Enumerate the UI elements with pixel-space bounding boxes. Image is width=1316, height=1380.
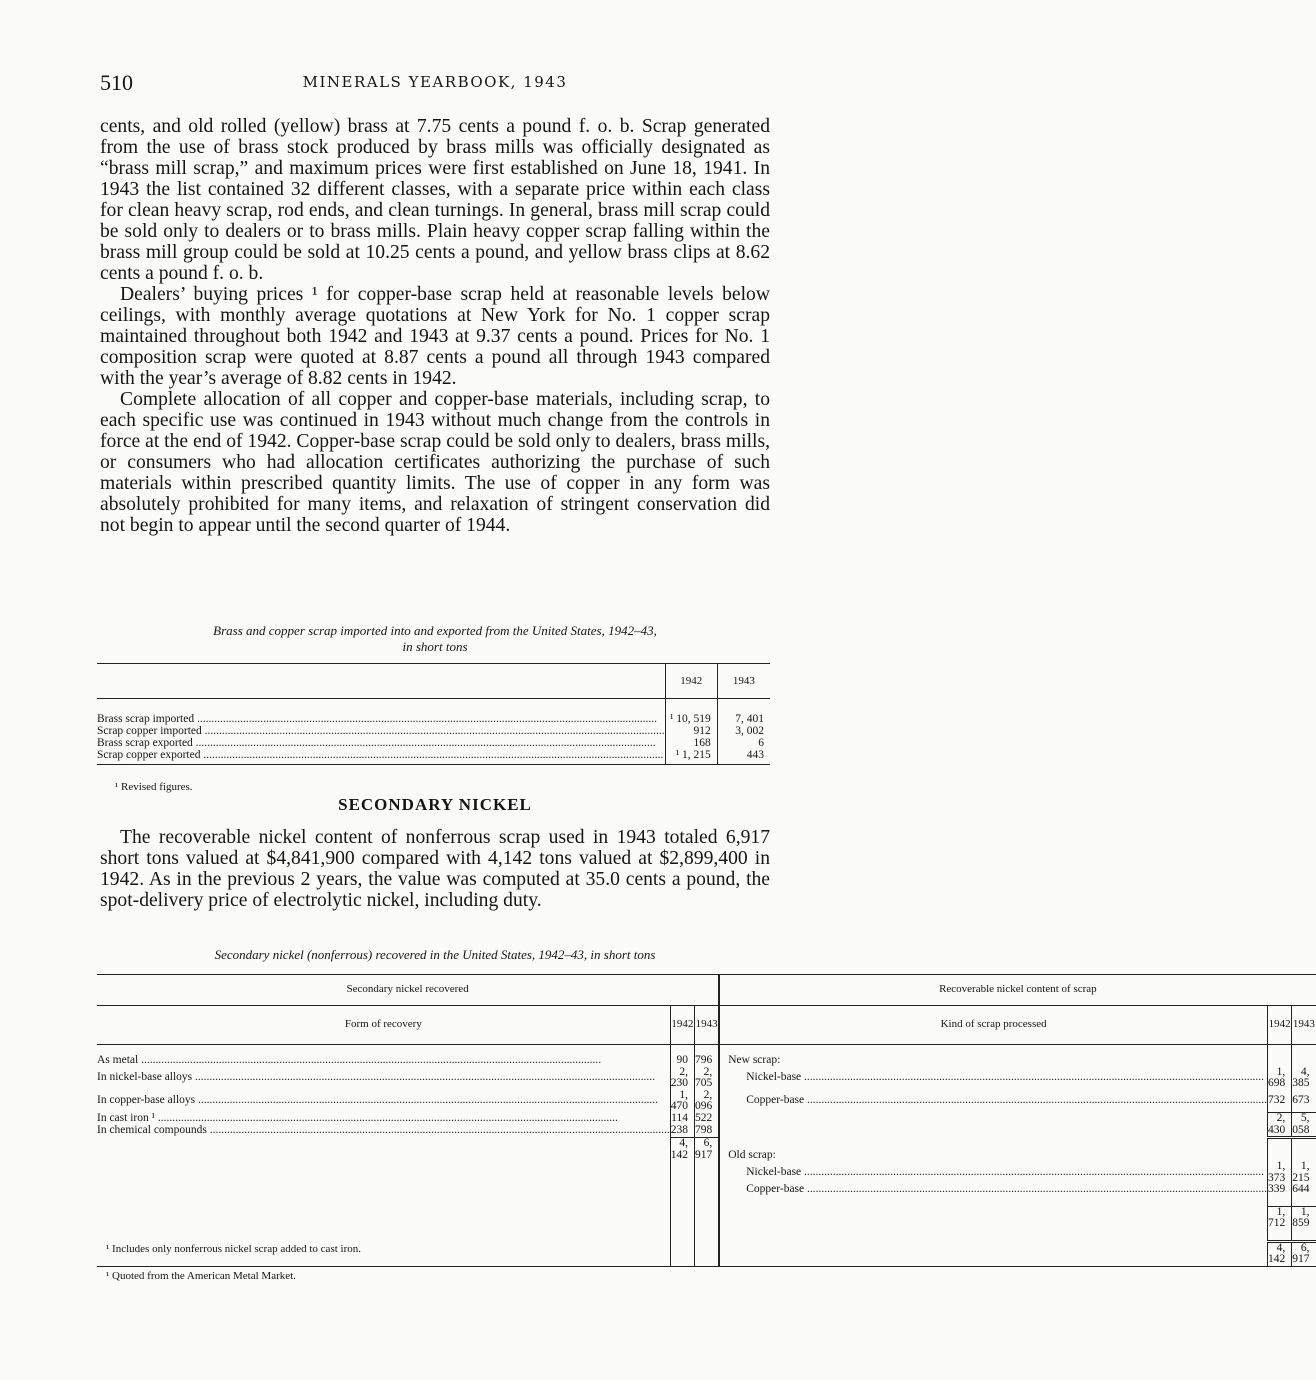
- value-1943: 796: [694, 1055, 719, 1067]
- row-label: In copper-base alloys ................................................................................................................................................................: [97, 1094, 658, 1107]
- value-1942: 90: [670, 1055, 694, 1067]
- subtotal-1943: 1, 859: [1292, 1206, 1316, 1230]
- value-1942: 912: [665, 725, 717, 737]
- value-1943: 673: [1292, 1090, 1316, 1113]
- table-row: [97, 1090, 1316, 1113]
- value-1942: ¹ 1, 215: [665, 749, 717, 765]
- value-1943: 4, 385: [1292, 1067, 1316, 1090]
- scrap-trade-table: [97, 663, 770, 765]
- value-1943: 2, 096: [694, 1090, 719, 1113]
- table-header-row: [97, 664, 770, 699]
- new-scrap-label: New scrap:: [719, 1055, 1267, 1067]
- subtotal-1942: 1, 712: [1268, 1206, 1292, 1230]
- paragraph: The recoverable nickel content of nonferrous scrap used in 1943 totaled 6,917 short tons valued at $4,841,900 compared with 4,142 tons valued at $2,899,400 in 1942. As in the previous 2 years, the value was computed at 35.0 cents a pound, the spot-delivery price of electrolytic nickel, including duty.: [100, 827, 770, 911]
- secondary-nickel-table: [97, 974, 1316, 1267]
- value-1942: 732: [1268, 1090, 1292, 1113]
- row-label: Copper-base ................................................................................................................................................................: [719, 1090, 1267, 1113]
- value-1942: 1, 373: [1268, 1161, 1292, 1184]
- value-1942: 238: [670, 1125, 694, 1138]
- total-1942: 4, 142: [670, 1138, 694, 1162]
- table-row: [97, 737, 770, 749]
- value-1942: 1, 470: [670, 1090, 694, 1113]
- col-header-form: Form of recovery: [97, 1006, 670, 1045]
- value-1942: 2, 230: [670, 1067, 694, 1090]
- table-header-row: [97, 1006, 1316, 1045]
- paragraph: cents, and old rolled (yellow) brass at 7.75 cents a pound f. o. b. Scrap generated from the use of brass stock produced by brass mills was officially designated as “brass mill scrap,” and maximum prices were first established on June 18, 1941. In 1943 the list contained 32 different classes, with a separate price within each class for clean heavy scrap, rod ends, and clean turnings. In general, brass mill scrap could be sold only to dealers or to brass mills. Plain heavy copper scrap falling within the brass mill group could be sold at 10.25 cents a pound, and yellow brass clips at 8.62 cents a pound f. o. b.: [100, 116, 770, 284]
- old-scrap-label: Old scrap:: [719, 1138, 1267, 1162]
- subtotal-1942: 2, 430: [1268, 1113, 1292, 1138]
- page-footnote: ¹ Quoted from the American Metal Market.: [106, 1270, 296, 1282]
- running-title: MINERALS YEARBOOK, 1943: [302, 73, 568, 91]
- subtotal-row: [97, 1206, 1316, 1230]
- row-label: Brass scrap imported ................................................................................................................................................................: [97, 713, 657, 725]
- body-text-nickel: [100, 827, 770, 911]
- value-1943: 443: [717, 749, 770, 765]
- value-1942: 1, 698: [1268, 1067, 1292, 1090]
- table1-footnote: ¹ Revised figures.: [115, 781, 193, 793]
- table-row: [97, 1113, 1316, 1125]
- row-label: Scrap copper imported ................................................................................................................................................................: [97, 725, 665, 737]
- value-1943: 6: [717, 737, 770, 749]
- table1-caption-line2: in short tons: [402, 639, 468, 654]
- value-1943: 3, 002: [717, 725, 770, 737]
- paragraph: Complete allocation of all copper and copper-base materials, including scrap, to each specific use was continued in 1943 without much change from the controls in force at the end of 1942. Copper-base scrap could be sold only to dealers, brass mills, or consumers who had allocation certificates authorizing the purchase of such materials within prescribed quantity limits. The use of copper in any form was absolutely prohibited for many items, and relaxation of stringent conservation did not begin to appear until the second quarter of 1944.: [100, 389, 770, 536]
- col-header-1943: 1943: [694, 1006, 719, 1045]
- row-label: Scrap copper exported ................................................................................................................................................................: [97, 749, 665, 765]
- value-1942: 168: [665, 737, 717, 749]
- table-row: [97, 1067, 1316, 1090]
- row-label: Nickel-base ................................................................................................................................................................: [719, 1067, 1267, 1090]
- table2-caption: Secondary nickel (nonferrous) recovered in the United States, 1942–43, in short tons: [214, 947, 656, 962]
- table-row: [97, 1184, 1316, 1196]
- table-row: [97, 725, 770, 737]
- body-text-top: [100, 116, 770, 536]
- row-label: In chemical compounds ................................................................................................................................................................: [97, 1124, 670, 1137]
- col-header-1943: 1943: [717, 664, 770, 699]
- value-1942: 114: [670, 1113, 694, 1125]
- page-header: [100, 70, 770, 100]
- col-header-1943: 1943: [1292, 1006, 1316, 1045]
- table-row: [97, 1125, 1316, 1138]
- table1-caption: [100, 623, 770, 655]
- table1-caption-line1: Brass and copper scrap imported into and exported from the United States, 1942–43,: [213, 623, 657, 638]
- grand-total-1942: 4, 142: [1268, 1241, 1292, 1266]
- subtotal-1943: 5, 058: [1292, 1113, 1316, 1138]
- row-label: In cast iron ¹ ................................................................................................................................................................: [97, 1111, 618, 1124]
- value-1943: 1, 215: [1292, 1161, 1316, 1184]
- section-heading: SECONDARY NICKEL: [338, 795, 532, 814]
- grand-total-1943: 6, 917: [1292, 1241, 1316, 1266]
- col-header-1942: 1942: [1268, 1006, 1292, 1045]
- table-row: [97, 1055, 1316, 1067]
- row-label: As metal ................................................................................................................................................................: [97, 1054, 602, 1066]
- col-header-1942: 1942: [670, 1006, 694, 1045]
- value-1943: 2, 705: [694, 1067, 719, 1090]
- value-1942: 339: [1268, 1184, 1292, 1196]
- row-label: Copper-base ................................................................................................................................................................: [719, 1184, 1267, 1196]
- col-header-1942: 1942: [665, 664, 717, 699]
- value-1942: ¹ 10, 519: [665, 713, 717, 725]
- total-1943: 6, 917: [694, 1138, 719, 1162]
- group-header-right: Recoverable nickel content of scrap: [719, 975, 1315, 1006]
- table-row: [97, 749, 770, 765]
- value-1943: 522: [694, 1113, 719, 1125]
- table-group-header-row: [97, 975, 1316, 1006]
- paragraph: Dealers’ buying prices ¹ for copper-base scrap held at reasonable levels below ceilings, with monthly average quotations at New York for No. 1 copper scrap maintained throughout both 1942 and 1943 at 9.37 cents a pound. Prices for No. 1 composition scrap were quoted at 8.87 cents a pound all through 1943 compared with the year’s average of 8.82 cents in 1942.: [100, 284, 770, 389]
- col-header-kind: Kind of scrap processed: [719, 1006, 1267, 1045]
- value-1943: 644: [1292, 1184, 1316, 1196]
- group-header-left: Secondary nickel recovered: [97, 975, 719, 1006]
- row-label: Nickel-base ................................................................................................................................................................: [719, 1161, 1267, 1184]
- value-1943: 7, 401: [717, 713, 770, 725]
- page-number: 510: [100, 70, 133, 95]
- row-label: Brass scrap exported ................................................................................................................................................................: [97, 737, 656, 749]
- row-label: In nickel-base alloys ................................................................................................................................................................: [97, 1071, 656, 1084]
- table-row: [97, 1161, 1316, 1184]
- table2-footnote: ¹ Includes only nonferrous nickel scrap added to cast iron.: [106, 1243, 361, 1255]
- value-1943: 798: [694, 1125, 719, 1138]
- table-row: [97, 713, 770, 725]
- total-row: [97, 1138, 1316, 1162]
